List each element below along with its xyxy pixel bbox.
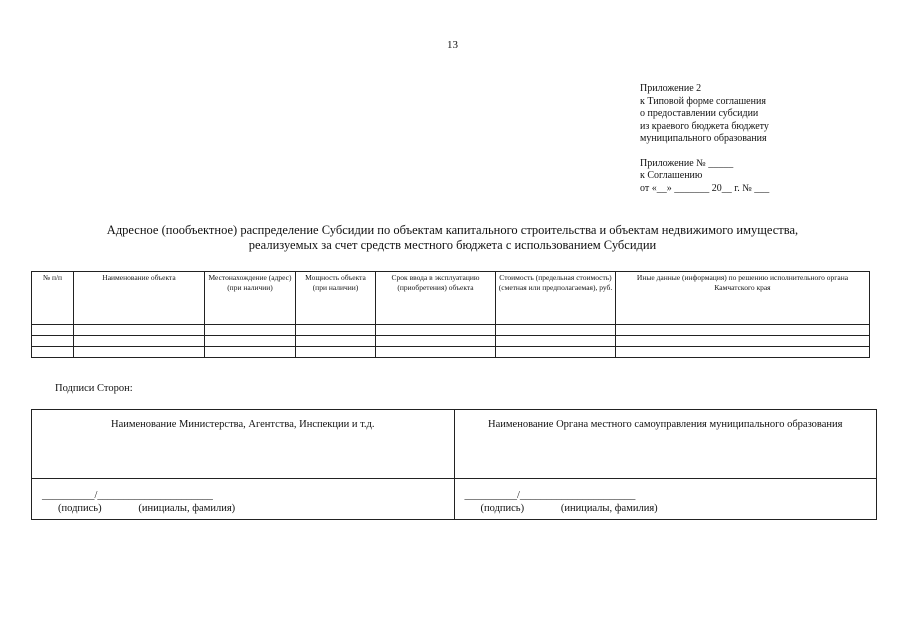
table-cell — [616, 347, 870, 358]
left-org-cell: Наименование Министерства, Агентства, Инспекции и т.д. — [32, 410, 455, 479]
annex-line: к Соглашению — [640, 170, 703, 181]
header-cell: Мощность объекта (при наличии) — [296, 272, 376, 325]
annex-line: Приложение № _____ — [640, 157, 734, 169]
page-number: 13 — [447, 39, 458, 51]
table-cell — [205, 336, 296, 347]
signatures-org-row — [32, 410, 877, 479]
annex-line: о предоставлении субсидии — [640, 108, 759, 119]
signature-line: __________/______________________ — [464, 490, 636, 501]
annex-line: к Типовой форме соглашения — [640, 95, 766, 107]
table-cell — [496, 336, 616, 347]
signature-caption: (подпись) (инициалы, фамилия) — [58, 503, 236, 514]
table-cell — [74, 347, 205, 358]
table-cell — [296, 347, 376, 358]
table-row — [32, 336, 870, 347]
header-cell: Срок ввода в эксплуатацию (приобретения) объекта — [376, 272, 496, 325]
signature-caption: (подпись) (инициалы, фамилия) — [480, 503, 658, 514]
table-header-row — [32, 272, 870, 325]
table-cell — [616, 325, 870, 336]
right-org-cell: Наименование Органа местного самоуправления муниципального образования — [454, 410, 877, 479]
table-cell — [496, 325, 616, 336]
table-cell — [74, 336, 205, 347]
header-cell: Иные данные (информация) по решению исполнительного органа Камчатского края — [616, 272, 870, 325]
signatures-sign-row — [32, 479, 877, 520]
table-cell — [376, 325, 496, 336]
table-cell — [74, 325, 205, 336]
header-cell: № п/п — [32, 272, 74, 325]
signatures-label: Подписи Сторон: — [55, 383, 133, 394]
title-line: Адресное (пообъектное) распределение Субсидии по объектам капитального строительства и объектам недвижимого имущества, — [106, 223, 799, 237]
table-cell — [32, 336, 74, 347]
table-row — [32, 325, 870, 336]
table-cell — [616, 336, 870, 347]
table-row — [32, 347, 870, 358]
table-cell — [296, 325, 376, 336]
objects-table — [31, 271, 870, 358]
right-sign-cell — [454, 479, 877, 520]
table-cell — [296, 336, 376, 347]
annex-block — [640, 83, 769, 195]
table-cell — [32, 325, 74, 336]
document-title — [20, 223, 885, 253]
annex-line: муниципального образования — [640, 133, 767, 144]
table-cell — [32, 347, 74, 358]
signatures-table — [31, 409, 877, 520]
signature-line: __________/______________________ — [42, 490, 213, 501]
title-line: реализуемых за счет средств местного бюджета с использованием Субсидии — [248, 238, 657, 252]
header-cell: Стоимость (предельная стоимость) (сметная или предполагаемая), руб. — [496, 272, 616, 325]
annex-line: от «__» _______ 20__ г. № ___ — [640, 182, 770, 194]
annex-line: Приложение 2 — [640, 83, 702, 94]
table-cell — [205, 325, 296, 336]
annex-line: из краевого бюджета бюджету — [640, 120, 769, 132]
header-cell: Наименование объекта — [74, 272, 205, 325]
left-sign-cell — [32, 479, 455, 520]
table-cell — [496, 347, 616, 358]
table-cell — [205, 347, 296, 358]
header-cell: Местонахождение (адрес) (при наличии) — [205, 272, 296, 325]
table-cell — [376, 336, 496, 347]
table-cell — [376, 347, 496, 358]
